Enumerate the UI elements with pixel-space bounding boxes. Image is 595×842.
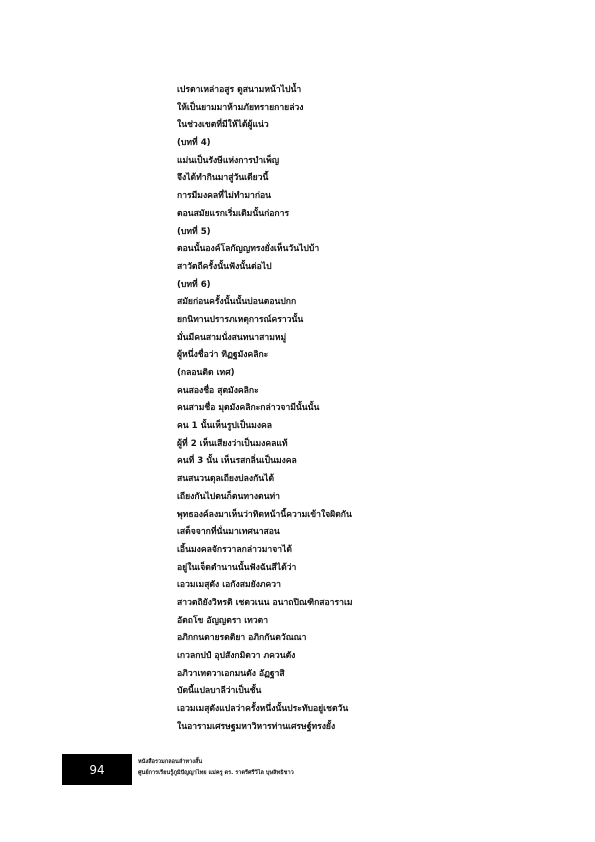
poem-line: เปรตาเหล่าอสูร ดูสนามหน้าไปน้ำ xyxy=(177,85,302,95)
poem-line: อัตถโข อัญญตรา เทวตา xyxy=(177,615,269,626)
poem-line: แม่นเป็นรังษีแห่งการบำเพ็ญ xyxy=(177,155,280,166)
poem-line: มั่นมีคนสามนั่งสนทนาสามหมู่ xyxy=(177,332,287,343)
poem-line: เอิ้นมงคลจักรวาลกล่าวมาจาได้ xyxy=(177,544,292,555)
poem-line: ให้เป็นยามมาห้ามภัยทรายกายล่วง xyxy=(177,102,304,113)
poem-line: เสด็จจากที่นั่นมาเทศนาสอน xyxy=(177,527,280,538)
poem-line: ตอนสมัยแรกเริ่มเดิมนั้นก่อการ xyxy=(177,208,290,219)
poem-line: บัดนี้แปลบาลีว่าเป็นชั้น xyxy=(177,686,262,697)
poem-line: พุทธองค์ลงมาเห็นว่าทิดหน้านี้ความเข้าใจผิดกัน xyxy=(177,509,352,520)
poem-line: การมีมงคลที่ไม่ทำมาก่อน xyxy=(177,191,272,202)
poem-line: ยกนิทานปรารภเหตุการณ์คราวนั้น xyxy=(177,314,304,325)
poem-body xyxy=(177,82,477,736)
poem-line: อยู่ในเจ็ดตำนานนั้นฟังฉันสีได้ว่า xyxy=(177,562,297,573)
page-number-box xyxy=(62,754,132,785)
poem-line: (บทที่ 5) xyxy=(177,226,211,237)
poem-line: เถียงกันไปตนก็ตนทางตนท่า xyxy=(177,491,280,502)
poem-line: (บทที่ 4) xyxy=(177,138,211,149)
poem-line: (กลอนติด เทศ) xyxy=(177,368,235,378)
poem-line: สาวัตถีครั้งนั้นฟังนั้นต่อไป xyxy=(177,261,272,272)
poem-line: อภิกกนตายรตติยา อภิกกันตวัณณา xyxy=(177,633,307,644)
poem-line: คนสองชื่อ สุตมังคลิกะ xyxy=(177,385,259,396)
page-number: 94 xyxy=(89,762,105,777)
poem-line: ผู้หนึ่งชื่อว่า ทิฏฐมังคลิกะ xyxy=(177,350,269,361)
poem-line: อภิวาเทตวาเอกมนตัง อัฏฐาสิ xyxy=(177,668,285,679)
poem-line: เอวมเมสุตัง เอกังสมยังภควา xyxy=(177,580,281,591)
poem-line: (บทที่ 6) xyxy=(177,279,211,290)
footer-title: หนังสือรวมกลอนลำทางสั้น xyxy=(138,759,203,765)
poem-line: สมัยก่อนครั้งนั้นนั้นบ่อนตอนปกก xyxy=(177,297,297,308)
poem-line: เอวมเมสุตังแปลว่าครั้งหนึ่งนั้นประทับอยู่เชตวัน xyxy=(177,704,349,715)
poem-line: สาวตถิยังวิหรติ เชตวเนน อนาถปิณฑิกสอาราเม xyxy=(177,597,353,608)
poem-line: คนที่ 3 นั้น เห็นรสกลิ่นเป็นมงคล xyxy=(177,456,297,467)
poem-line: จึงได้ทำกินมาสู่วันเดียวนี้ xyxy=(177,173,269,184)
poem-line: ผู้ที่ 2 เห็นเสียงว่าเป็นมงคลแท้ xyxy=(177,438,288,449)
footer-institution: ศูนย์การเรียนรู้ภูมิปัญญาไทย แม่ครู ดร. ราตรีศรีวิไล บุษสิทธิชาว xyxy=(138,770,294,776)
footer-credit xyxy=(138,757,294,779)
poem-line: ในอารามเศรษฐมหาวิหารท่านเศรษฐ์ทรงยั้ง xyxy=(177,721,336,732)
poem-line: ในช่วงเขตที่มีให้ได้ผู้แน่ว xyxy=(177,120,269,131)
poem-line: คนสามชื่อ มุตมังคลิกะกล่าวจามีนั้นนั้น xyxy=(177,403,320,414)
poem-line: สนสนวนดุลเถียงบ่ลงกันได้ xyxy=(177,474,275,485)
poem-line: คน 1 นั้นเห็นรูปเป็นมงคล xyxy=(177,421,273,432)
poem-line: ตอนนั้นองค์โลกัญญทรงยั่งเห็นวันไปบ้า xyxy=(177,244,320,255)
poem-line: เกวลกปปํ อุปสังกมิตวา ภควนตัง xyxy=(177,651,296,661)
